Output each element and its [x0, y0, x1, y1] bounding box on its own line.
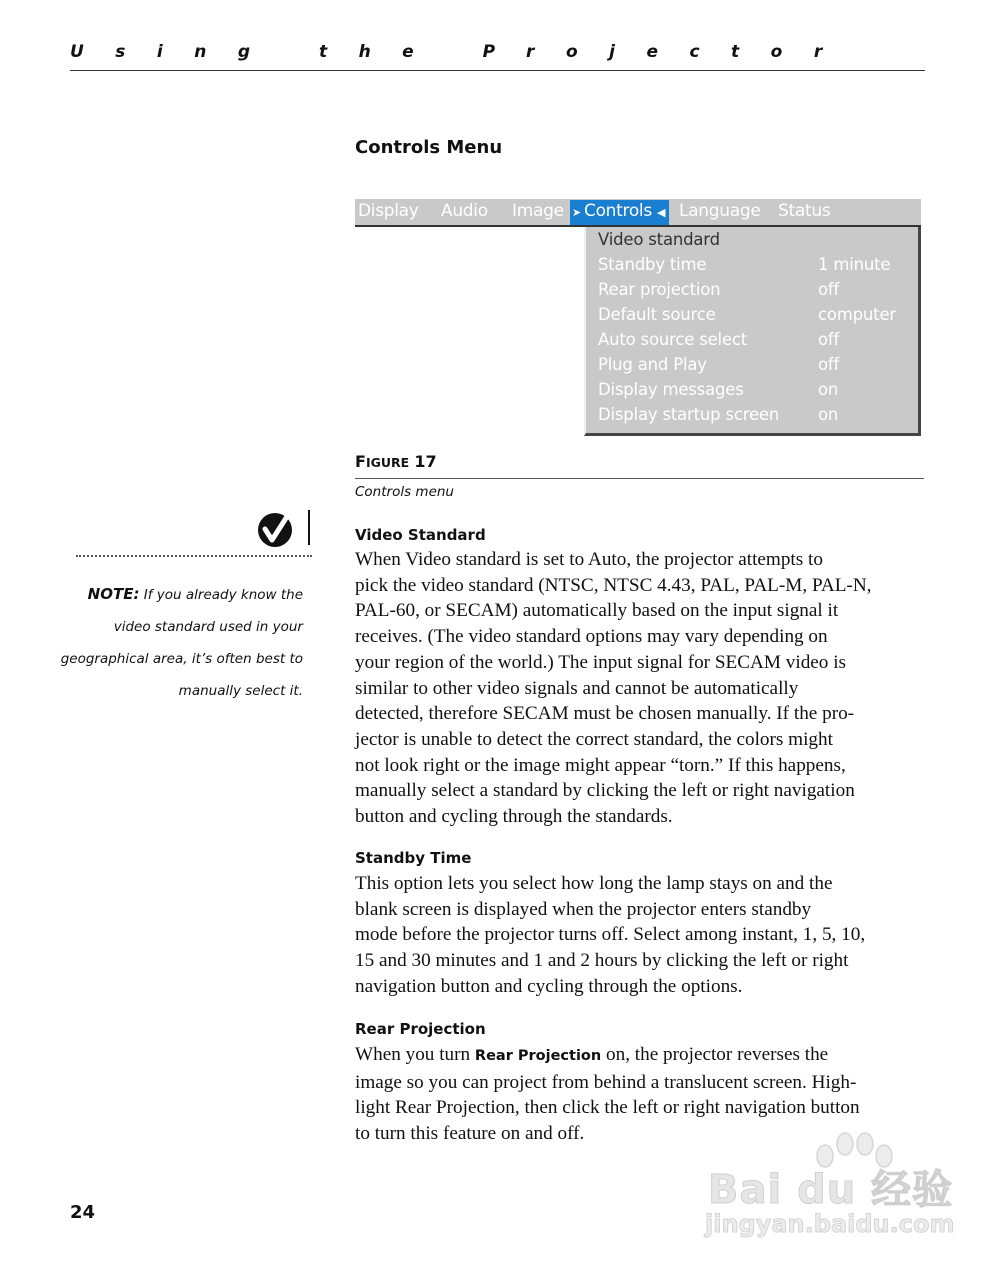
menu-value-display-messages: on	[818, 380, 839, 399]
text-line: image so you can project from behind a translucent screen. High-	[355, 1071, 857, 1093]
text-line: not look right or the image might appear “torn.” If this happens,	[355, 754, 846, 776]
text-line: When Video standard is set to Auto, the projector attempts to	[355, 549, 823, 570]
section-title: Controls Menu	[355, 137, 503, 158]
heading-rear-projection: Rear Projection	[355, 1020, 486, 1038]
menu-value-display-startup-screen: on	[818, 405, 839, 424]
right-arrow-icon: ➤	[572, 207, 582, 219]
heading-video-standard: Video Standard	[355, 526, 486, 544]
figure-label	[355, 452, 924, 479]
menu-item-default-source[interactable]: Default source	[598, 305, 716, 324]
menu-tab-controls-label: Controls	[584, 201, 652, 221]
note-line: video standard used in your	[113, 619, 303, 635]
menu-tab-controls[interactable]	[570, 200, 669, 225]
menu-tab-status[interactable]: Status	[778, 201, 831, 221]
text-line	[355, 1042, 930, 1070]
text-line: light Rear Projection, then click the left or right navigation button	[355, 1097, 860, 1119]
running-header	[70, 40, 925, 71]
menu-value-plug-and-play: off	[818, 355, 840, 374]
note-prefix: NOTE:	[87, 585, 140, 603]
note-checkmark-icon	[256, 509, 312, 549]
text-fragment: on, the projector reverses the	[606, 1044, 829, 1065]
note-line: If you already know the	[143, 587, 303, 603]
menu-value-default-source: computer	[818, 305, 896, 324]
watermark	[700, 1130, 955, 1245]
text-line: pick the video standard (NTSC, NTSC 4.43, PAL, PAL-M, PAL-N,	[355, 574, 872, 596]
menu-item-plug-and-play[interactable]: Plug and Play	[598, 355, 707, 374]
menu-item-standby-time[interactable]: Standby time	[598, 255, 707, 274]
heading-standby-time: Standby Time	[355, 849, 472, 867]
note-line: manually select it.	[178, 683, 303, 699]
text-line: similar to other video signals and cannot be automatically	[355, 677, 799, 699]
text-line: mode before the projector turns off. Select among instant, 1, 5, 10,	[355, 924, 866, 946]
figure-number: 17	[414, 452, 437, 471]
menu-tab-display[interactable]: Display	[358, 201, 419, 221]
text-line: button and cycling through the standards.	[355, 806, 673, 828]
text-line: manually select a standard by clicking the left or right navigation	[355, 780, 855, 802]
text-fragment: When you turn	[355, 1044, 471, 1065]
menu-dropdown	[584, 227, 921, 436]
paragraph-video-standard	[355, 547, 930, 830]
menu-value-standby-time: 1 minute	[818, 255, 891, 274]
text-line: This option lets you select how long the lamp stays on and the	[355, 873, 833, 894]
menu-tab-audio[interactable]: Audio	[441, 201, 488, 221]
watermark-main-text: Bai du 经验	[708, 1167, 954, 1213]
note-line: geographical area, it’s often best to	[60, 651, 303, 667]
text-line: blank screen is displayed when the projector enters standby	[355, 898, 812, 920]
text-line: navigation button and cycling through the options.	[355, 975, 743, 997]
watermark-url: jingyan.baidu.com	[705, 1210, 955, 1238]
menu-bar	[355, 199, 921, 227]
left-arrow-icon: ◀	[657, 207, 666, 219]
text-line: 15 and 30 minutes and 1 and 2 hours by clicking the left or right	[355, 950, 849, 972]
menu-item-video-standard[interactable]: Video standard	[598, 230, 720, 249]
menu-value-rear-projection: off	[818, 280, 840, 299]
text-line: detected, therefore SECAM must be chosen manually. If the pro-	[355, 703, 855, 725]
text-line: to turn this feature on and off.	[355, 1123, 585, 1145]
inline-bold-term: Rear Projection	[474, 1048, 602, 1064]
menu-item-auto-source-select[interactable]: Auto source select	[598, 330, 748, 349]
running-header-title: Using the Projector	[70, 42, 854, 62]
text-line: jector is unable to detect the correct standard, the colors might	[355, 728, 833, 750]
menu-item-display-messages[interactable]: Display messages	[598, 380, 744, 399]
figure-label-initial: F	[355, 452, 366, 471]
paragraph-standby-time	[355, 871, 930, 1000]
menu-tab-language[interactable]: Language	[679, 201, 761, 221]
text-line: PAL-60, or SECAM) automatically based on the input signal it	[355, 600, 839, 622]
menu-value-auto-source-select: off	[818, 330, 840, 349]
figure-caption: Controls menu	[355, 484, 454, 500]
menu-item-display-startup-screen[interactable]: Display startup screen	[598, 405, 780, 424]
note-divider	[76, 555, 312, 561]
figure-label-rest: IGURE	[365, 455, 410, 470]
menu-tab-image[interactable]: Image	[512, 201, 564, 221]
text-line: your region of the world.) The input signal for SECAM video is	[355, 651, 846, 673]
menu-item-rear-projection[interactable]: Rear projection	[598, 280, 721, 299]
page-number: 24	[70, 1202, 96, 1223]
margin-note	[60, 578, 303, 707]
text-line: receives. (The video standard options may vary depending on	[355, 626, 828, 648]
